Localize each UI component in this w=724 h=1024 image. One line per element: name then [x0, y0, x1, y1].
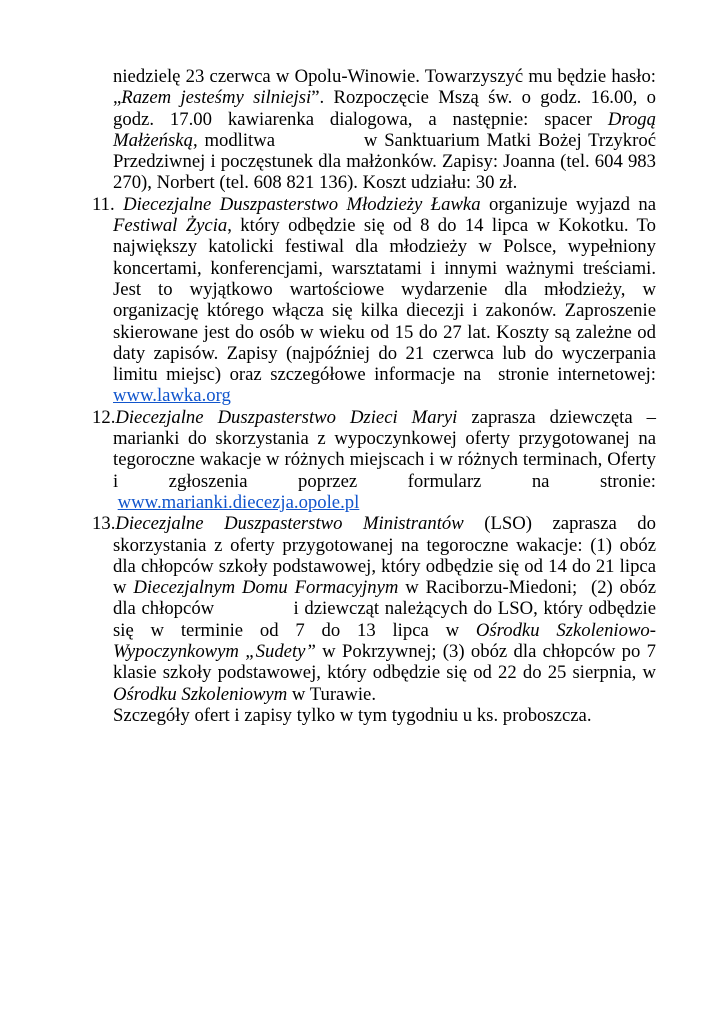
hyperlink[interactable]: www.marianki.diecezja.opole.pl — [117, 491, 360, 513]
italic-text-run: Ośrodku Szkoleniowym — [113, 683, 288, 705]
italic-text-run: Drogą Małżeńską — [113, 108, 656, 151]
text-run: , który odbędzie się od 8 do 14 lipca w Kokotku. To największy katolicki festiwal dla młodzieży w Polsce, wypełniony koncertami, konferencjami, warsztatami i innymi ważnymi treściami. Jest to wyjątkowo wartościowe wydarzenie dla młodzieży, w organizację którego włącza się kilka diecezji i zakonów. Zaproszenie skierowane jest do osób w wieku od 15 do 27 lat. Koszty są zależne od daty zapisów. Zapisy (najpóźniej do 21 czerwca lub do wyczerpania limitu miejsc) oraz szczegółowe informacje na stronie internetowej: — [113, 215, 656, 386]
text-run: organizuje wyjazd na — [480, 193, 656, 215]
italic-text-run: Diecezjalne Duszpasterstwo Dzieci Maryi — [115, 406, 458, 428]
intro-paragraph — [113, 66, 656, 194]
italic-text-run: Ośrodku Szkoleniowo-Wypoczynkowym „Sudety” — [113, 619, 656, 663]
text-run: zaprasza dziewczęta – marianki do skorzystania z wypoczynkowej oferty przygotowanej na tegoroczne wakacje w różnych miejscach i w różnych terminach, Oferty i zgłoszenia poprzez formularz na stronie: — [113, 406, 656, 513]
closing-line: Szczegóły ofert i zapisy tylko w tym tygodniu u ks. proboszcza. — [113, 704, 592, 726]
text-run: , modlitwa w Sanktuarium Matki Bożej Trzykroć Przedziwnej i poczęstunek dla małżonków. Zapisy: Joanna (tel. 604 983 270), Norbert (tel. 608 821 136). Koszt udziału: 30 zł. — [113, 129, 656, 194]
list-number-11: 11. — [92, 193, 115, 215]
list-item-11-text — [113, 194, 656, 407]
text-run: niedzielę 23 czerwca w Opolu-Winowie. Towarzyszyć mu będzie hasło: „ — [113, 66, 656, 109]
text-run: (LSO) zaprasza do skorzystania z oferty przygotowanej na tegoroczne wakacje: (1) obóz dla chłopców szkoły podstawowej, który odbędzie się od 14 do 21 lipca w — [113, 513, 656, 599]
announcements-text-block — [92, 66, 657, 726]
list-item-13 — [92, 513, 657, 705]
italic-text-run: Diecezjalnym Domu Formacyjnym — [133, 577, 399, 599]
text-run: ”. Rozpoczęcie Mszą św. o godz. 16.00, o godz. 17.00 kawiarenka dialogowa, a następnie: spacer — [113, 87, 656, 130]
italic-text-run: Diecezjalne Duszpasterstwo Ministrantów — [115, 513, 464, 535]
list-item-11 — [92, 193, 656, 407]
list-item-12 — [92, 406, 656, 513]
hyperlink[interactable]: www.lawka.org — [113, 385, 231, 407]
italic-text-run: Diecezjalne Duszpasterstwo Młodzieży Ławka — [114, 193, 481, 215]
list-number-12: 12. — [92, 406, 116, 428]
text-run: w Pokrzywnej; (3) obóz dla chłopców po 7 klasie szkoły podstawowej, który odbędzie się od 22 do 25 sierpnia, w — [113, 641, 656, 684]
italic-text-run: Razem jesteśmy silniejsi — [121, 87, 312, 109]
italic-text-run: Festiwal Życia — [113, 215, 228, 237]
list-number-13: 13. — [92, 513, 116, 535]
text-run: w Turawie. — [287, 683, 376, 705]
list-item-12-text — [113, 407, 656, 513]
text-run: w Raciborzu-Miedoni; (2) obóz dla chłopców i dziewcząt należących do LSO, który odbędzie się w terminie od 7 do 13 lipca w — [113, 577, 657, 641]
list-item-13-text — [113, 513, 656, 704]
